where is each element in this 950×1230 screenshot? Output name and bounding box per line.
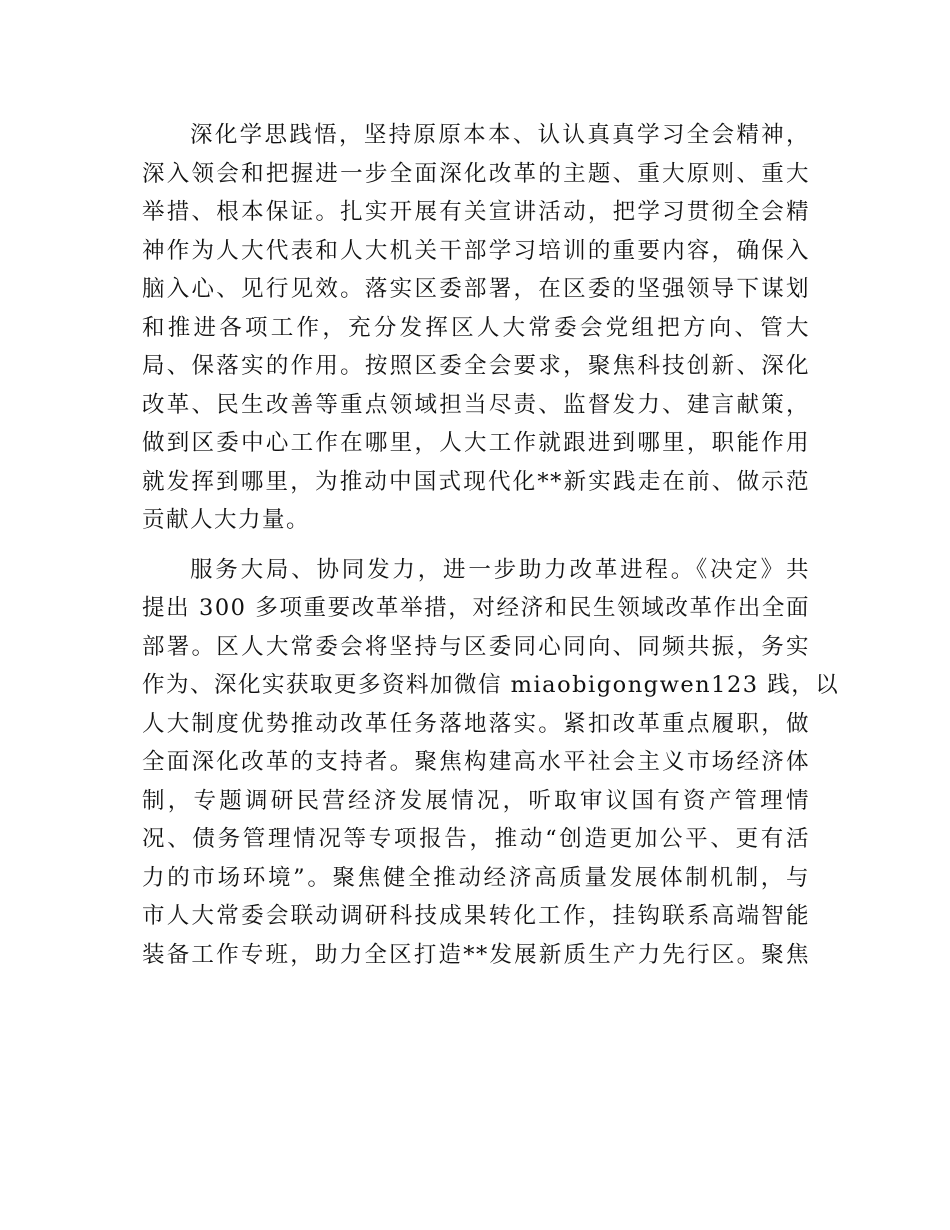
text-line: 服务大局、协同发力，进一步助力改革进程。《决定》共	[190, 556, 810, 583]
paragraph-2	[142, 551, 840, 975]
text-line: 制，专题调研民营经济发展情况，听取审议国有资产管理情	[142, 787, 810, 814]
text-line: 装备工作专班，助力全区打造**发展新质生产力先行区。聚焦	[142, 941, 810, 968]
text-line: 深入领会和把握进一步全面深化改革的主题、重大原则、重大	[142, 160, 810, 187]
text-line: 局、保落实的作用。按照区委全会要求，聚焦科技创新、深化	[142, 353, 810, 379]
text-line: 人大制度优势推动改革任务落地落实。紧扣改革重点履职，做	[142, 710, 810, 737]
text-line: 提出 300 多项重要改革举措，对经济和民生领域改革作出全面	[142, 595, 810, 621]
text-line: 况、债务管理情况等专项报告，推动“创造更加公平、更有活	[142, 826, 810, 852]
text-line: 作为、深化实获取更多资料加微信 miaobigongwen123 践，以	[142, 672, 840, 698]
paragraph-spacer	[142, 540, 810, 551]
text-line: 市人大常委会联动调研科技成果转化工作，挂钩联系高端智能	[142, 903, 810, 929]
text-line: 深化学思践悟，坚持原原本本、认认真真学习全会精神，	[190, 122, 810, 148]
document-body	[142, 116, 840, 974]
text-line: 力的市场环境”。聚焦健全推动经济高质量发展体制机制，与	[142, 864, 810, 891]
text-line: 全面深化改革的支持者。聚焦构建高水平社会主义市场经济体	[142, 749, 810, 775]
text-line: 和推进各项工作，充分发挥区人大常委会党组把方向、管大	[142, 314, 810, 341]
text-line: 贡献人大力量。	[142, 507, 311, 533]
text-line: 神作为人大代表和人大机关干部学习培训的重要内容，确保入	[142, 237, 810, 264]
text-line: 就发挥到哪里，为推动中国式现代化**新实践走在前、做示范	[142, 468, 810, 495]
text-line: 脑入心、见行见效。落实区委部署，在区委的坚强领导下谋划	[142, 276, 810, 302]
text-line: 做到区委中心工作在哪里，人大工作就跟进到哪里，职能作用	[142, 430, 810, 456]
text-line: 部署。区人大常委会将坚持与区委同心同向、同频共振，务实	[142, 633, 810, 660]
text-line: 举措、根本保证。扎实开展有关宣讲活动，把学习贯彻全会精	[142, 199, 810, 225]
text-line: 改革、民生改善等重点领域担当尽责、监督发力、建言献策，	[142, 391, 810, 418]
paragraph-1	[142, 116, 810, 540]
